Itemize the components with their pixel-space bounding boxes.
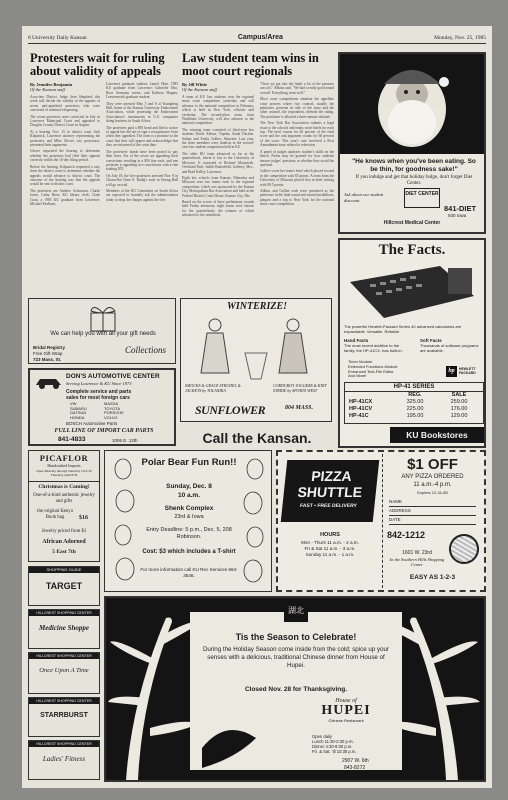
issue-date: Monday, Nov. 25, 1985 (434, 34, 486, 41)
polar-entry: Entry Deadline: 5 p.m., Dec. 5, 208 Robinson. (146, 527, 232, 540)
hupei-closed: Closed Nov. 28 for Thanksgiving. (244, 686, 348, 693)
name-label: NAME (389, 499, 403, 504)
auto-title: DON'S AUTOMOTIVE CENTER (66, 373, 160, 380)
gift-illustration-icon (83, 301, 123, 333)
directory-name: Once Upon A Time (39, 667, 89, 674)
brand: VOLVO (104, 414, 118, 420)
para: Eight law schools from Kansas, Nebraska and Missouri sent two teams each to the regional competition, which was sponsored by the Kansas City Metropolitan Bar Association and held at the Federal District Court House, Kansas City, Mo. (182, 175, 254, 198)
directory-name: TARGET (45, 581, 83, 591)
hp-price-table (344, 382, 484, 424)
hupei-logo (296, 698, 396, 723)
directory-name: Ladies' Fitness (42, 755, 86, 763)
article-center-col1 (182, 95, 254, 295)
para: Associate District Judge Jean Shepherd this week will decide the validity of the appeals of seven anti-apartheid protesters who were convicted of criminal trespassing. (30, 95, 100, 113)
ad-hp-facts (338, 238, 486, 448)
list-item: And More! (348, 373, 367, 379)
directory-item (28, 697, 100, 737)
address-label: ADDRESS (389, 508, 411, 513)
reg-price: 225.00 (406, 406, 424, 412)
polar-cost: Cost: $3 which includes a T-shirt (142, 549, 236, 555)
directory-head: SHOPPING GUIDE (29, 567, 99, 573)
diet-logo: DIET CENTER (404, 188, 440, 208)
facts-desc: The powerful Hewlett-Packard Series 40 advanced calculators are expandable. Versatile. Reliable. (344, 324, 462, 334)
ad-polar-bear-run (104, 450, 272, 592)
series-title: HP-41 SERIES (345, 383, 483, 392)
coupon-any: ANY PIZZA ORDERED (401, 474, 464, 480)
diet-phone: 841-DIET (444, 204, 477, 213)
santa-illustration-icon (340, 54, 484, 154)
bridal-extra: Free Gift Wrap (33, 351, 63, 356)
para: The New York Bar Association submits a legal issue to the schools and teams write briefs for each trip. The brief counts for 40 percent of the final score and the oral argument counts for 60 percent of the score. This year's case involved a First Amendment issue related to television. (260, 121, 334, 148)
sale-price: 176.00 (450, 406, 468, 412)
hp-logo (446, 364, 484, 378)
para: The winning team consisted of third-year law students David Adkins, Topeka; Sarah Dacken, Salina; and Emily Gollier, Shawnee. Last year, the three members were finalists in the second-year law student competition held at KU. (182, 127, 254, 150)
bridal-script-logo: Collections (125, 345, 166, 355)
hupei-hours (312, 734, 392, 754)
model: HP-41CX (349, 399, 373, 405)
winterize-right-text: CORDUROY JOGGERS & KNIT STRIDE by SPORTS WEST (273, 383, 327, 393)
soft-facts-heading: Soft Facts (420, 338, 442, 343)
polar-info: For more information call KU Rec Services 864-3546. (140, 567, 238, 578)
diet-sub: If you indulge and get that holiday bulge, don't forget Diet Center. (355, 175, 473, 186)
para: The protesters are Andrew Ackerman, Clarke Jones, Cathy Brew, KU library clerk; Clark Coan, a 1983 KU graduate from Lawrence; Michael Faulkner, (30, 188, 100, 206)
brand: HONDA (70, 414, 85, 420)
picaflor-l5: 5 East 7th (52, 549, 76, 555)
soft-facts-body: Thousands of software programs are available. (420, 343, 479, 353)
picaflor-logo: PICAFLOR (39, 453, 89, 463)
hand-facts-body: The most recent addition to the family, the HP-41CX, has built-in: (344, 343, 403, 353)
pizza-logo-text: PIZZA SHUTTLE (296, 468, 364, 500)
page-number: 8 (28, 34, 31, 41)
pizza-tagline: FAST • FREE DELIVERY (299, 503, 358, 509)
ad-pizza-shuttle (276, 450, 486, 592)
para: The other KU team advanced as far as the quarterfinals, where it lost to the University of Missouri. It consisted of Richard Macintosh, Overland Park; Judith Butterfield, Gaffney, Mrs.; and Brad Kelley, Lawrence. (182, 151, 254, 174)
polar-title: Polar Bear Fun Run!! (141, 457, 237, 468)
picaflor-price: $16 (79, 515, 88, 521)
para: "Once we got into the finals a lot of the pressure was off," Adkins said. "We had a really good round overall. Everything went well." (260, 82, 334, 95)
coupon-expires: Expires 12-31-85 (417, 490, 448, 495)
diet-footer: Hillcrest Medical Center (383, 220, 441, 226)
hupei-body: During the Holiday Season come inside from the cold; spice up your senses with a delicious, traditional Chinese dinner from House of Hupei. (202, 646, 390, 669)
para: The protesters paid a $50 bond and filed a notice of appeal but did not re-sign a recognizance form when they appealed. The form is a promise to the court that they will appear and acknowledge that they are informed of the court date. (106, 125, 178, 148)
byline-name: By Jennifer Benjamin (30, 82, 73, 87)
auto-brands-a (70, 402, 87, 420)
para: Based on the scores of three preliminary rounds held Friday afternoon, eight teams were chosen for the quarterfinals, the winners of which advanced to the semifinals. (182, 199, 254, 218)
list-item: Timer Module (348, 359, 373, 364)
pizza-stamp-icon (446, 531, 483, 568)
article-left-col1 (30, 95, 100, 325)
brand: TOYOTA (104, 405, 121, 411)
picaflor-l4: African Adorned (42, 539, 86, 545)
para: The protesters' bonds have been posted to pay their fines. Six of the seven are appealing their convictions resulting in a $50 fine each, and one protester is appealing two convictions with a fine totaling $70. (106, 149, 178, 172)
directory-head: HILLCREST SHOPPING CENTER (29, 653, 99, 659)
pizza-hours-head: HOURS (320, 532, 340, 538)
coupon-off: $1 OFF (407, 456, 458, 473)
pizza-easy: EASY AS 1-2-3 (409, 574, 456, 581)
hupei-logo-text: HUPEI (321, 703, 371, 718)
col-sale: SALE (451, 392, 467, 398)
para: A panel of judges analyzes student's skills on the bench. Points may be granted for how students answer judges' questions or whether they avoid the question. (260, 149, 334, 167)
table-row (345, 399, 483, 406)
directory-item (28, 652, 100, 694)
hupei-seal: 湖北 (288, 606, 304, 615)
auto-sub: Serving Lawrence & KU Since 1973 (66, 381, 132, 386)
car-icon (34, 374, 64, 390)
ad-winterize (180, 298, 332, 422)
coupon-form (389, 498, 476, 525)
directory-name: STARRBURST (40, 712, 88, 719)
picaflor-l2: the original Kenya Book bag (37, 509, 73, 520)
directory-head: HILLCREST SHOPPING CENTER (29, 698, 99, 704)
para: A team of KU law students won the regional moot court competition yesterday and will advance to the national competition in February, which is held in New York, officials said yesterday. The second-place team, from Washburn University, will also advance to the national competition. (182, 95, 254, 126)
polar-street: 23rd & Iowa (174, 514, 204, 520)
hupei-address: 2907 W. 6th (342, 758, 369, 764)
ad-house-of-hupei (104, 596, 486, 782)
date-label: DATE (389, 517, 401, 522)
article-left-byline (30, 82, 100, 92)
page-header (28, 32, 486, 44)
para: Lawrence graduate student; Laurel Ohm, 1985 KU graduate from Lawrence; Gabrielle Otto, Rose Germany senior; and Kathryn Hopper, Leavenworth graduate student. (106, 82, 178, 100)
auto-brands-b (104, 402, 124, 420)
winter-figures-illustration-icon (181, 313, 331, 391)
para: Before the hearing, Kilpatrick requested a stay from the district court to determine whether the appeals would advance to district court. The outcome of the hearing was that the appeals would be sent to district court. (30, 164, 100, 187)
polar-place: Shenk Complex (164, 505, 214, 512)
facts-title: The Facts. (378, 242, 446, 258)
para: At a hearing Nov. 15 in district court Jack Kilpatrick, Lawrence attorney representing the protesters, and Mike Glover, city prosecutor, presented their arguments. (30, 129, 100, 148)
hupei-logo-top: House of (335, 698, 357, 704)
pizza-address: 1601 W. 23rd (402, 550, 432, 556)
pizza-mall: In the Southern Hills Shopping Center (389, 557, 445, 568)
hours-line: Fri & Sat 11 a.m. - 3 a.m. (304, 546, 356, 551)
directory-item (28, 566, 100, 606)
auto-bosch: BOSCH Automotive Parts (66, 421, 118, 426)
call-the-kansan: Call the Kansan. (202, 430, 312, 446)
picaflor-l1: One-of-a-kind authentic jewelry and gifts (33, 493, 95, 504)
diet-quote: "He knows when you've been eating. So be thin, for goodness sake!" (352, 158, 476, 173)
bridal-name: Bridal Registry (33, 345, 66, 350)
hours-line: Sunday 11 a.m. - 1 a.m. (305, 552, 355, 557)
picaflor-sub: Handcrafted Imports (47, 463, 81, 468)
para: Adkins and Gollier each were presented as the petitioner in the final round and earned medallions, plaques and a trip to New York for the national moot court competition. (260, 188, 334, 207)
article-left-col2 (106, 82, 178, 302)
byline-name: By Jill White (182, 82, 208, 87)
sunflower-address: 804 MASS. (285, 405, 314, 411)
winterize-banner: WINTERIZE! (226, 301, 287, 312)
directory-name: Medicine Shoppe (39, 624, 89, 632)
picaflor-head: Christmas is Coming! (29, 481, 99, 490)
ad-dons-automotive (28, 368, 176, 446)
hand-facts-heading: Hand Facts (344, 338, 369, 343)
diet-address: 930 Iowa (448, 213, 467, 218)
para: Gollier wrote her team's brief which placed second in the competition with 83 points. A team from the University of Missouri placed first in brief writing with 90.5 points. (260, 169, 334, 187)
hours-line: Mon - Thurs 11 a.m. - 2 a.m. (301, 540, 359, 545)
byline-role: Of the Kansan staff (30, 87, 65, 92)
polar-time: 10 a.m. (177, 492, 201, 499)
section-title: Campus/Area (237, 34, 283, 41)
pizza-phone: 842-1212 (387, 530, 426, 540)
para: On July 18, the five protesters arrested Nov. 8 in Chancellor Gene A. Budig's suite in Strong Hall will go on trial. (106, 173, 178, 187)
byline-role: Of the Kansan staff (182, 87, 217, 92)
polar-date: Sunday, Dec. 8 (166, 483, 212, 490)
brand: MAZDA (104, 401, 118, 406)
coupon (382, 454, 482, 588)
ad-diet-center (338, 52, 486, 234)
hp-logo-text: HEWLETT PACKARD (459, 367, 476, 375)
para: Glover requested the hearing to determine whether the protesters had filed their appeals correctly within the 10-day filing period. (30, 149, 100, 163)
hours-line: Fri. & Sat. 'til 10:30 p.m. (312, 749, 357, 754)
ku-bookstores-logo: KU Bookstores (390, 427, 484, 443)
sale-price: 129.00 (450, 413, 468, 419)
table-row (345, 406, 483, 413)
reg-price: 195.00 (406, 413, 424, 419)
col-reg: REG. (408, 392, 422, 398)
article-center-headline: Law student team wins in moot court regionals (182, 51, 319, 78)
pizza-hours (284, 540, 376, 558)
article-left-headline: Protesters wait for ruling about validity of appeals (30, 51, 165, 78)
hupei-phone: 843-8272 (344, 765, 366, 771)
pizza-logo (281, 460, 380, 522)
hupei-logo-sub: Chinese Restaurant (328, 718, 364, 723)
model: HP-41CV (349, 406, 373, 412)
ad-picaflor (28, 450, 100, 562)
directory-head: HILLCREST SHOPPING CENTER (29, 610, 99, 616)
para: They were arrested May 3 and 8 at Youngberg Hall, home of the Kansas University Endowment Association, while protesting the Endowment Association's investments in U.S. companies doing business in South Africa. (106, 101, 178, 124)
winterize-left-text: SMOCKS & GRACE STRUDEL & JACKETS by TOLANIKA (185, 383, 241, 393)
para: Moot court competitions simulate the appellate court process where two counsel, usually the petitioner, presents its side of the issue and the other counsel, the respondent, defends the ruling. The petitioner is allowed a three-minute rebuttal. (260, 97, 334, 119)
auto-line1: Complete service and parts (66, 389, 132, 395)
newspaper-page (22, 26, 492, 788)
table-row (345, 413, 483, 420)
hupei-title: Tis the Season to Celebrate! (235, 632, 357, 642)
article-center-byline (182, 82, 252, 92)
brand: VW (70, 401, 77, 406)
brand: DATSUN (70, 410, 87, 416)
para: Members of the KU Committee on South Africa are expected to formally ask the administration today to drop the charges against the five. (106, 188, 178, 202)
calculator-illustration-icon (340, 262, 484, 322)
list-item: Enhanced Text-File Editor (348, 368, 394, 374)
article-center-col2 (260, 82, 334, 295)
list-item: Extended Functions Module (348, 363, 398, 369)
auto-parts: FULL LINE OF IMPORT CAR PARTS (54, 428, 154, 434)
paper-name: University Daily Kansan (31, 34, 87, 41)
model: HP-41C (349, 413, 369, 419)
reg-price: 325.00 (406, 399, 424, 405)
para: The seven protesters were convicted in July in Lawrence Municipal Court and appealed to Douglas County District Court in August. (30, 114, 100, 128)
picaflor-l3: Jewelry priced from $1 (41, 529, 87, 534)
sale-price: 259.00 (450, 399, 468, 405)
auto-line2: sales for most foreign cars (66, 395, 130, 401)
bridal-address: 723 Mass. St. (33, 357, 62, 362)
auto-phone: 841-4833 (58, 436, 86, 443)
brand: SUBARU (70, 405, 87, 411)
hand-facts-list (348, 360, 412, 379)
coupon-time: 11 a.m.-4 p.m. (413, 482, 452, 488)
auto-address: 1006 E. 12th (112, 438, 138, 443)
directory-item (28, 740, 100, 780)
sunflower-logo: SUNFLOWER (195, 403, 266, 417)
directory-item (28, 609, 100, 649)
hours-line: Lunch 11:30-2:30 p.m. (312, 739, 354, 744)
bridal-tagline: We can help you with all your gift needs (50, 331, 156, 337)
diet-ask: Ask about our student discount. (344, 192, 384, 203)
hp-logo-icon: hp (446, 366, 457, 377)
shopping-directory (28, 566, 100, 782)
hours-line: Dinner 4:30-9:30 p.m. (312, 744, 353, 749)
hours-line: Open daily (312, 734, 333, 739)
ad-bridal-registry (28, 298, 176, 364)
directory-head: HILLCREST SHOPPING CENTER (29, 741, 99, 747)
picaflor-hours: Open Monday through Saturday 10-5:30 Thursday until 8:30 (36, 469, 92, 477)
brand: PORSCHE (104, 410, 124, 416)
